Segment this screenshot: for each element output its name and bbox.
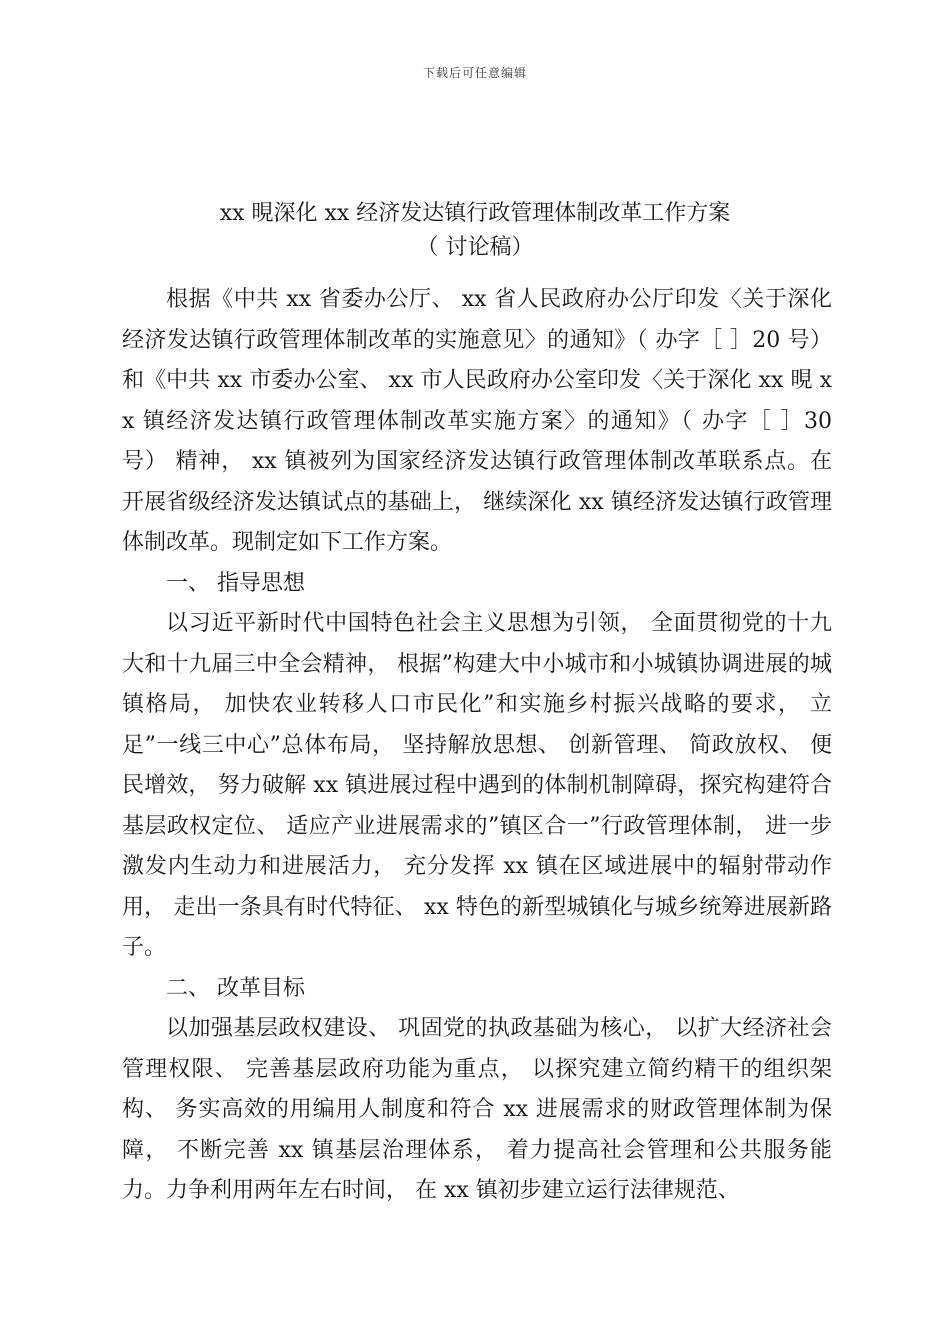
header-note: 下载后可任意编辑 [422,66,527,80]
paragraph-reform-goals: 以加强基层政权建设、 巩固党的执政基础为核心， 以扩大经济社会管理权限、 完善基层政府功能为重点， 以探究建立简约精干的组织架构、 务实高效的用编用人制度和符合 xx 进展需求的财政管理体制为保障， 不断完善 xx 镇基层治理体系， 着力提高社会管理和公共服务能力。力争利用两年左右时间， 在 xx 镇初步建立运行法律规范、 [122,1016,832,1203]
document-subtitle: （ 讨论稿） [416,235,534,260]
paragraph-guiding-ideology: 以习近平新时代中国特色社会主义思想为引领， 全面贯彻党的十九大和十九届三中全会精神， 根据”构建大中小城市和小城镇协调进展的城镇格局， 加快农业转移人口市民化”和实施乡村振兴战略的要求， 立足”一线三中心”总体布局， 坚持解放思想、 创新管理、 简政放权、 便民增效， 努力破解 xx 镇进展过程中遇到的体制机制障碍，探究构建符合基层政权定位、 适应产业进展需求的”镇区合一”行政管理体制， 进一步激发内生动力和进展活力， 充分发挥 xx 镇在区域进展中的辐射带动作用， 走出一条具有时代特征、 xx 特色的新型城镇化与城乡统筹进展新路子。 [122,611,832,960]
document-title: xx 晛深化 xx 经济发达镇行政管理体制改革工作方案 [219,201,731,226]
paragraph-basis: 根据《中共 xx 省委办公厅、 xx 省人民政府办公厅印发〈关于深化经济发达镇行政管理体制改革的实施意见〉的通知》（ 办字［ ］20 号）和《中共 xx 市委办公室、 xx 市人民政府办公室印发〈关于深化 xx 晛 xx 镇经济发达镇行政管理体制改革实施方案〉的通知》（ 办字［ ］30 号） 精神， xx 镇被列为国家经济发达镇行政管理体制改革联系点。在 开展省级经济发达镇试点的基础上， 继续深化 xx 镇经济发达镇行政管理体制改革。现制定如下工作方案。 [122,287,832,555]
document-body [122,280,832,1212]
section-heading-reform-goals: 二、 改革目标 [166,975,305,1001]
section-heading-guiding-ideology: 一、 指导思想 [166,570,305,596]
